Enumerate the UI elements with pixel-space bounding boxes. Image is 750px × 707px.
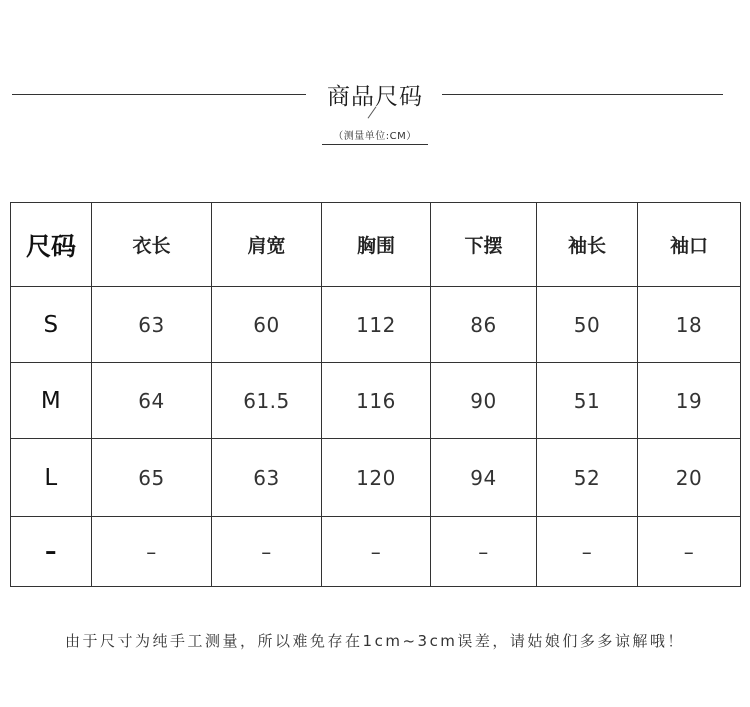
table-cell: 94 [431,439,537,517]
size-cell: S [11,287,92,363]
table-row [11,287,741,363]
size-cell: L [11,439,92,517]
page-title: 商品尺码 [327,84,423,110]
title-rule-right [442,94,723,95]
table-cell: 90 [431,363,537,439]
title-rule-left [12,94,306,95]
measurement-error-note: 由于尺寸为纯手工测量，所以难免存在1cm~3cm误差，请姑娘们多多谅解哦！ [65,632,685,650]
table-cell: – [638,517,741,587]
table-row [11,363,741,439]
table-cell: 86 [431,287,537,363]
column-header-hem: 下摆 [431,203,537,287]
table-cell: – [537,517,638,587]
table-cell: 116 [322,363,431,439]
table-cell: 60 [212,287,322,363]
column-header-size: 尺码 [11,203,92,287]
table-cell: 51 [537,363,638,439]
table-row [11,439,741,517]
table-cell: 63 [212,439,322,517]
column-header-shoulder: 肩宽 [212,203,322,287]
table-cell: – [431,517,537,587]
measurement-unit-note: （测量单位:CM） [322,127,428,145]
table-cell: 61.5 [212,363,322,439]
table-cell: 52 [537,439,638,517]
table-cell: 112 [322,287,431,363]
column-header-sleeve-length: 袖长 [537,203,638,287]
column-header-chest: 胸围 [322,203,431,287]
size-cell: M [11,363,92,439]
table-cell: 19 [638,363,741,439]
column-header-cuff: 袖口 [638,203,741,287]
table-cell: – [212,517,322,587]
table-header-row [11,203,741,287]
table-cell: – [322,517,431,587]
table-cell: 20 [638,439,741,517]
size-cell: – [11,517,92,587]
table-cell: 18 [638,287,741,363]
table-cell: 63 [92,287,212,363]
table-cell: 64 [92,363,212,439]
table-cell: 120 [322,439,431,517]
table-cell: 65 [92,439,212,517]
table-cell: 50 [537,287,638,363]
column-header-length: 衣长 [92,203,212,287]
size-table [10,202,741,587]
table-row [11,517,741,587]
table-cell: – [92,517,212,587]
